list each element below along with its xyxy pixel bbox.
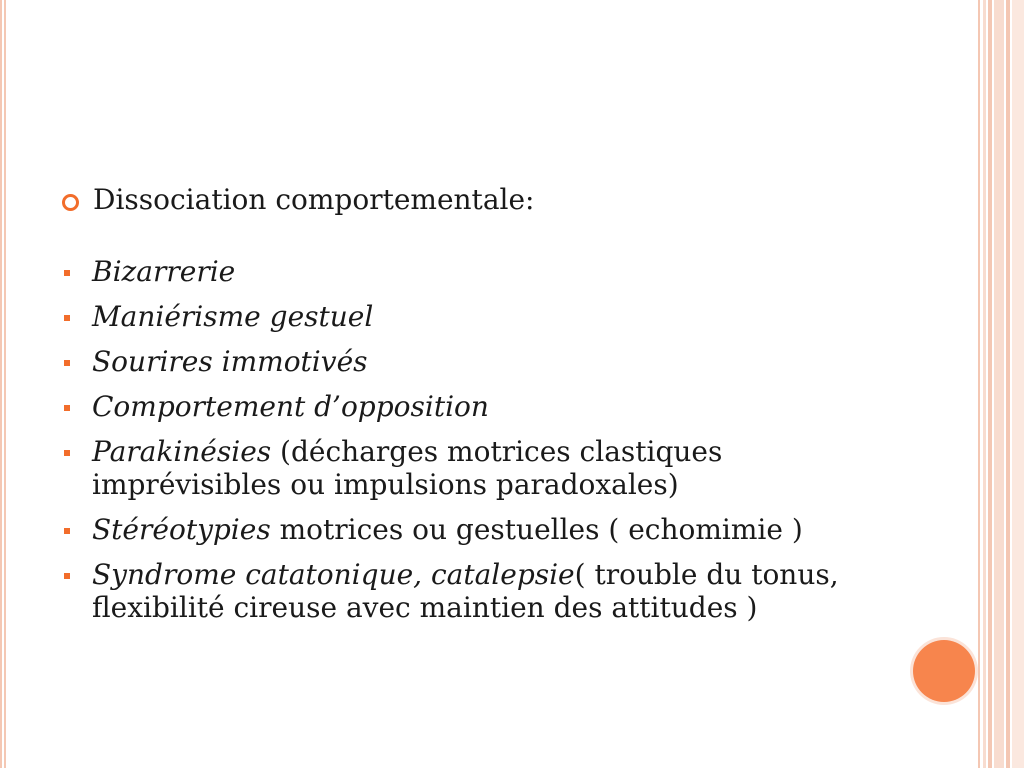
main-bullet <box>62 182 902 218</box>
list-item <box>62 558 902 624</box>
decorative-orb <box>913 640 975 702</box>
item-italic-text: Maniérisme gestuel <box>92 300 374 333</box>
list-item <box>62 300 902 333</box>
main-bullet-text: Dissociation comportementale: <box>93 183 535 216</box>
item-italic-text: Comportement d’opposition <box>92 390 489 423</box>
left-frame-decoration <box>0 0 10 768</box>
square-bullet-icon <box>64 573 70 579</box>
list-item <box>62 390 902 423</box>
sub-bullet-list <box>62 255 902 624</box>
item-italic-text: Sourires immotivés <box>92 345 368 378</box>
item-italic-text: Stéréotypies <box>92 513 271 546</box>
square-bullet-icon <box>64 405 70 411</box>
item-italic-text: Parakinésies <box>92 435 272 468</box>
ring-bullet-icon <box>62 194 79 211</box>
item-italic-text: Syndrome catatonique, catalepsie <box>92 558 575 591</box>
item-text: (décharges motrices clastiques imprévisibles ou impulsions paradoxales) <box>92 435 723 501</box>
list-item <box>62 255 902 288</box>
list-item <box>62 513 902 546</box>
square-bullet-icon <box>64 270 70 276</box>
square-bullet-icon <box>64 450 70 456</box>
list-item <box>62 345 902 378</box>
slide-content <box>62 182 902 636</box>
item-text: ( trouble du tonus, flexibilité cireuse avec maintien des attitudes ) <box>92 558 839 624</box>
square-bullet-icon <box>64 360 70 366</box>
list-item <box>62 435 902 501</box>
right-frame-decoration <box>978 0 1024 768</box>
item-text: motrices ou gestuelles ( echomimie ) <box>270 513 803 546</box>
square-bullet-icon <box>64 315 70 321</box>
square-bullet-icon <box>64 528 70 534</box>
item-italic-text: Bizarrerie <box>92 255 236 288</box>
